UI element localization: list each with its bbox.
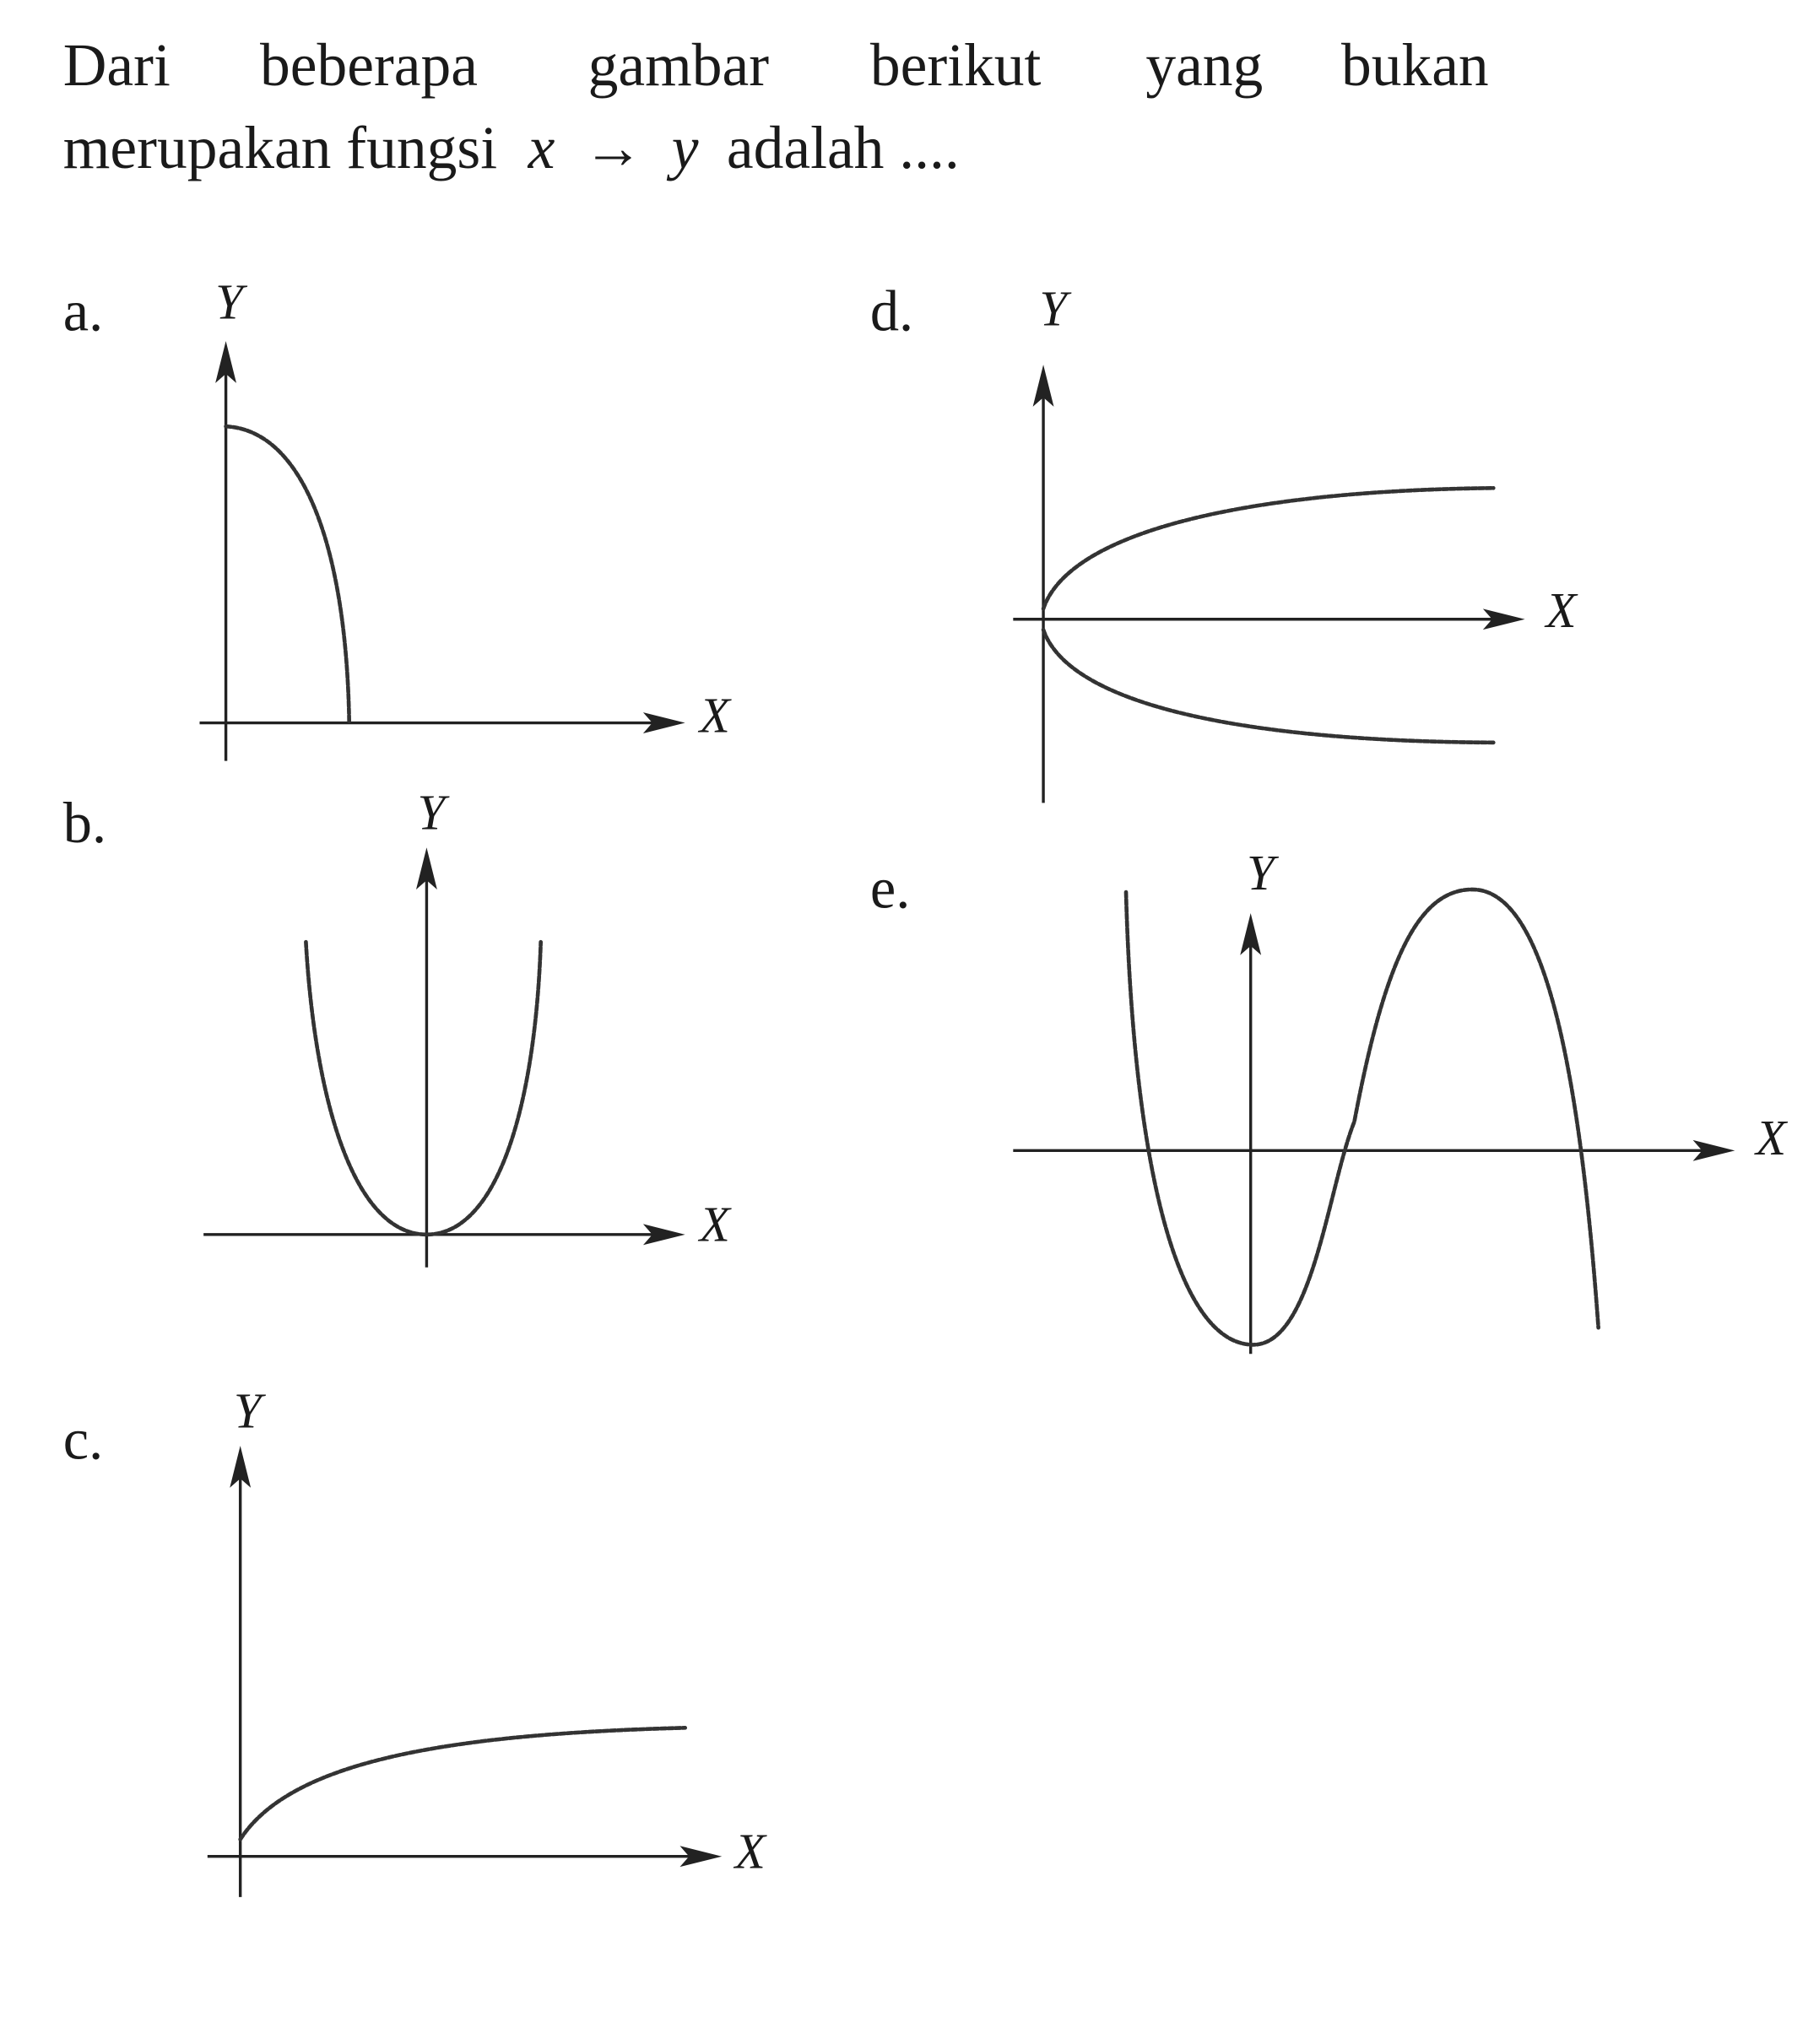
option-label: d.	[869, 278, 914, 343]
curve-upper	[1043, 488, 1493, 608]
option-label: c.	[62, 1407, 104, 1472]
question-word: yang	[1145, 32, 1264, 100]
question-word: berikut	[869, 32, 1042, 100]
option-c-graph	[63, 1382, 767, 1897]
curve-lower	[1043, 630, 1493, 743]
option-label: a.	[62, 278, 104, 343]
option-e-graph	[870, 845, 1788, 1354]
x-axis-label: X	[1546, 582, 1577, 639]
option-d-graph	[870, 279, 1578, 803]
question-line2-end: adalah ....	[726, 114, 960, 181]
question-word: bukan	[1340, 32, 1489, 100]
x-axis-label: X	[1756, 1110, 1787, 1166]
question-word: gambar	[587, 32, 770, 100]
curve	[226, 426, 349, 722]
x-axis-label: X	[699, 687, 730, 744]
question-line2	[63, 115, 960, 181]
option-a-graph	[63, 274, 732, 761]
curve	[306, 942, 540, 1235]
y-axis-label: Y	[1247, 844, 1275, 900]
question-line2-start: merupakan fungsi	[62, 114, 498, 181]
option-label: e.	[869, 856, 911, 921]
question-word: Dari	[62, 32, 171, 100]
question-text	[63, 32, 1489, 181]
y-axis-label: Y	[215, 273, 243, 330]
maps-to-arrow: →	[582, 114, 644, 181]
option-label: b.	[62, 791, 107, 856]
question-word: beberapa	[259, 32, 479, 100]
option-b-graph	[63, 784, 732, 1267]
y-axis-label: Y	[233, 1382, 262, 1439]
y-axis-label: Y	[1039, 280, 1068, 337]
curve	[241, 1728, 685, 1839]
var-y: y	[671, 114, 699, 181]
y-axis-label: Y	[417, 784, 446, 841]
curve	[1126, 890, 1599, 1344]
x-axis-label: X	[699, 1196, 730, 1252]
x-axis-label: X	[734, 1823, 766, 1879]
var-x: x	[528, 114, 555, 181]
